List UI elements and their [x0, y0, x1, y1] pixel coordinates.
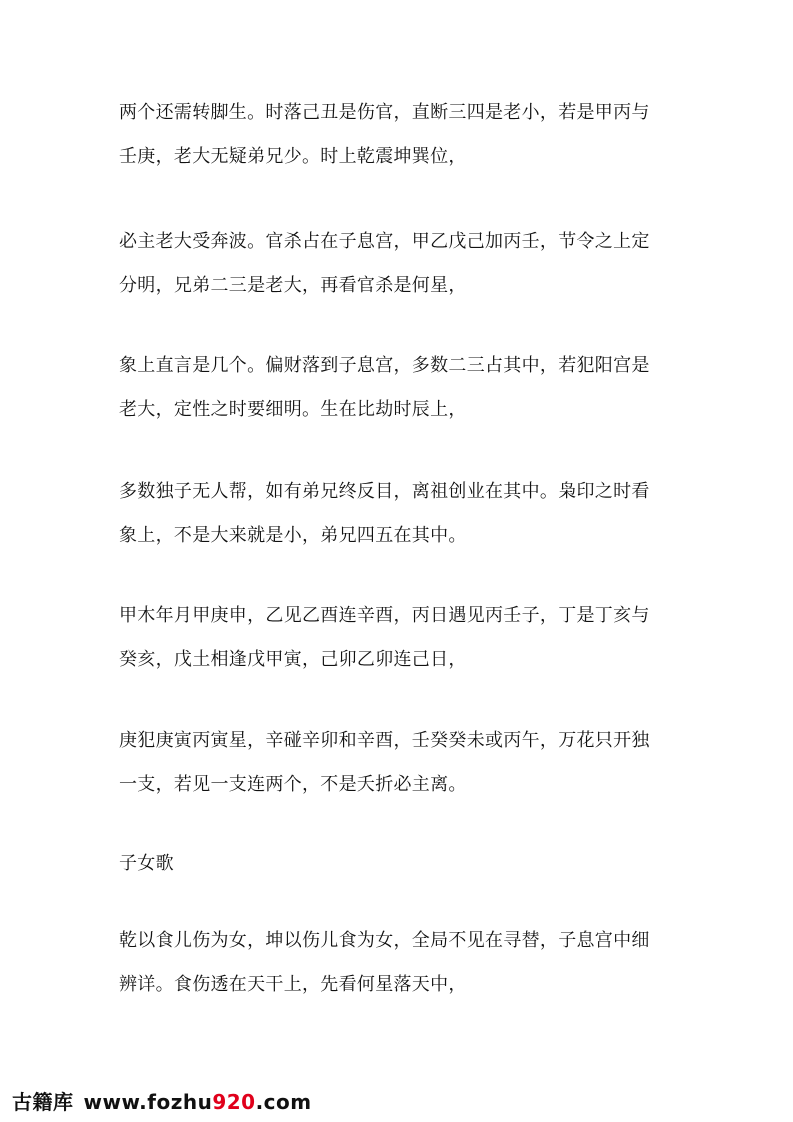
- paragraph-4: [119, 470, 679, 558]
- paragraph-2: [119, 220, 679, 308]
- footer-url-host: fozhu: [147, 1090, 213, 1114]
- text-line: 一支，若见一支连两个，不是夭折必主离。: [119, 774, 467, 795]
- footer-url-www: www.: [83, 1090, 148, 1114]
- text-line: 象上，不是大来就是小，弟兄四五在其中。: [119, 525, 467, 546]
- text-line: 辨详。食伤透在天干上，先看何星落天中，: [119, 974, 467, 995]
- text-line: 两个还需转脚生。时落己丑是伤官，直断三四是老小，若是甲丙与: [119, 102, 650, 123]
- section-heading: [119, 842, 679, 886]
- paragraph-6: [119, 719, 679, 807]
- text-line: 象上直言是几个。偏财落到子息宫，多数二三占其中，若犯阳宫是: [119, 355, 650, 376]
- footer-brand: 古籍库: [12, 1090, 74, 1114]
- paragraph-8: [119, 919, 679, 1007]
- paragraph-5: [119, 594, 679, 682]
- footer-url-tld: .com: [255, 1090, 312, 1114]
- text-line: 壬庚，老大无疑弟兄少。时上乾震坤巽位，: [119, 146, 467, 167]
- text-line: 多数独子无人帮，如有弟兄终反目，离祖创业在其中。枭印之时看: [119, 481, 650, 502]
- text-line: 老大，定性之时要细明。生在比劫时辰上，: [119, 399, 467, 420]
- paragraph-1: [119, 91, 679, 179]
- watermark-footer: [12, 1086, 312, 1116]
- text-line: 庚犯庚寅丙寅星，辛碰辛卯和辛酉，壬癸癸未或丙午，万花只开独: [119, 730, 650, 751]
- text-line: 分明，兄弟二三是老大，再看官杀是何星，: [119, 275, 467, 296]
- paragraph-3: [119, 344, 679, 432]
- text-line: 乾以食儿伤为女，坤以伤儿食为女，全局不见在寻替，子息宫中细: [119, 930, 650, 951]
- text-line: 必主老大受奔波。官杀占在子息宫，甲乙戊己加丙壬，节令之上定: [119, 231, 650, 252]
- footer-url-number: 920: [212, 1090, 256, 1114]
- text-line: 癸亥，戊土相逢戊甲寅，己卯乙卯连己日，: [119, 649, 467, 670]
- heading-text: 子女歌: [119, 853, 174, 874]
- text-line: 甲木年月甲庚申，乙见乙酉连辛酉，丙日遇见丙壬子，丁是丁亥与: [119, 605, 650, 626]
